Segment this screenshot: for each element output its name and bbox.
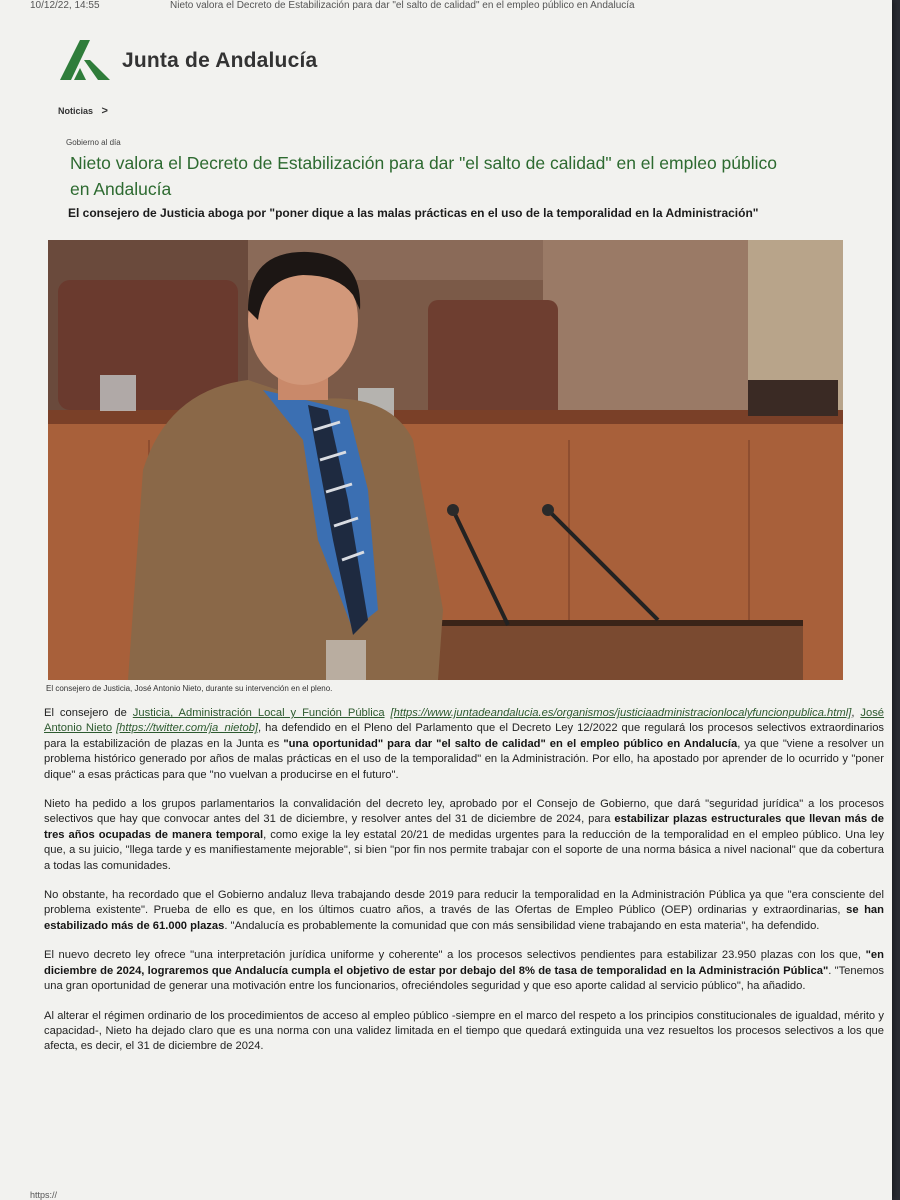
breadcrumb: [58, 105, 108, 117]
footer-url: https://: [30, 1190, 58, 1200]
p1-text-2: ,: [851, 707, 855, 719]
p1-bold-1: "una oportunidad" para dar "el salto de calidad" en el empleo público en Andalucía: [283, 737, 738, 750]
p3-text-2: . "Andalucía es probablemente la comunidad que con más sensibilidad viene trabajando en esta materia", ha defendido.: [224, 919, 820, 932]
paragraph-3: [44, 888, 884, 934]
p1-text-1: El consejero de: [44, 707, 127, 719]
p2-bold-1: estabilizar plazas estructurales que llevan más de tres años ocupadas de manera temporal: [44, 813, 885, 841]
p3-text-1: No obstante, ha recordado que el Gobierno andaluz lleva trabajando desde 2019 para reducir la temporalidad en la Administración Pública ya que "era consciente del problema existente". Prueba de ello es que, en los últimos cuatro años, a través de las Ofertas de Empleo Público (OEP) ordinarias y extraordinarias,: [44, 889, 884, 917]
article-subtitle: El consejero de Justicia aboga por "poner dique a las malas prácticas en el uso de la temporalidad en la Administración": [68, 206, 759, 220]
p1-text-3: , ha defendido en el Pleno del Parlamento que el Decreto Ley 12/2022 que regulará los procesos selectivos extraordinarios para la estabilización de plazas en la Junta es: [44, 722, 885, 750]
brand-logo[interactable]: [60, 40, 317, 82]
p4-text-1: El nuevo decreto ley ofrece "una interpretación jurídica uniforme y coherente" a los procesos selectivos pendientes para estabilizar 23.950 plazas con los que,: [44, 949, 862, 962]
link-consejeria[interactable]: Justicia, Administración Local y Función Pública: [132, 707, 385, 719]
p3-bold-1: se han estabilizado más de 61.000 plazas: [44, 904, 884, 932]
brand-name: Junta de Andalucía: [122, 49, 318, 72]
breadcrumb-noticias[interactable]: Noticias: [58, 106, 94, 116]
section-tag: Gobierno al día: [66, 138, 121, 147]
print-title: Nieto valora el Decreto de Estabilización para dar "el salto de calidad" en el empleo público en Andalucía: [170, 0, 635, 11]
p2-text-1: Nieto ha pedido a los grupos parlamentarios la convalidación del decreto ley, aprobado por el Consejo de Gobierno, que dará "seguridad jurídica" a los procesos selectivos que hay que convocar antes del 31 de diciembre, y resolver antes del 31 de diciembre de 2024, para: [44, 798, 884, 826]
article-body: [44, 706, 884, 1069]
article-photo: [48, 240, 843, 680]
p4-bold-1: "en diciembre de 2024, lograremos que Andalucía cumpla el objetivo de estar por debajo del 8% de tasa de temporalidad en la Administración Pública": [44, 949, 884, 977]
paragraph-2: [44, 797, 884, 874]
p4-text-2: . "Tenemos una gran oportunidad de generar una motivación entre los funcionarios, ofreciéndoles seguridad y que eso aporte calidad al servicio público", ha añadido.: [44, 964, 884, 993]
paragraph-4: [44, 948, 884, 994]
p1-text-4: , ya que "viene a resolver un problema histórico generado por años de malas prácticas en el uso de la temporalidad" en la Administración. Por ello, ha apostado por aprender de lo ocurrido y "poner dique" a esas prácticas para que "no vuelvan a producirse en el futuro".: [44, 737, 884, 781]
link-twitter-url[interactable]: [https://twitter.com/ja_nietob]: [116, 722, 259, 735]
junta-logo-icon: [60, 40, 110, 82]
p2-text-2: , como exige la ley estatal 20/21 de medidas urgentes para la reducción de la temporalidad en el empleo público. Una ley que, a su juicio, "llega tarde y es manifiestamente mejorable", si bien "por fin nos permite trabajar con el soporte de una norma básica a nivel nacional" que da cobertura a todas las comunidades.: [44, 828, 884, 872]
paragraph-5: [44, 1009, 884, 1055]
print-header: [30, 0, 872, 14]
link-consejeria-url[interactable]: [https://www.juntadeandalucia.es/organismos/justiciaadministracionlocalyfuncionpublica.html]: [390, 707, 852, 719]
paragraph-1: [44, 706, 884, 783]
speaker-photo-illustration: [48, 240, 843, 680]
link-jose-antonio-nieto[interactable]: José Antonio Nieto: [44, 707, 885, 735]
article-title: Nieto valora el Decreto de Estabilización para dar "el salto de calidad" en el empleo público en Andalucía: [70, 153, 777, 199]
chevron-right-icon: >: [101, 105, 108, 117]
p5-text-1: Al alterar el régimen ordinario de los procedimientos de acceso al empleo público -siempre en el marco del respeto a los principios constitucionales de igualdad, mérito y capacidad-, Nieto ha dejado claro que es una norma con una validez limitada en el tiempo que quedará extinguida una vez resueltos los procesos selectivos a los que afecta, es decir, el 31 de diciembre de 2024.: [44, 1009, 884, 1053]
print-date: 10/12/22, 14:55: [30, 0, 100, 11]
photo-caption: El consejero de Justicia, José Antonio Nieto, durante su intervención en el pleno.: [46, 684, 333, 693]
